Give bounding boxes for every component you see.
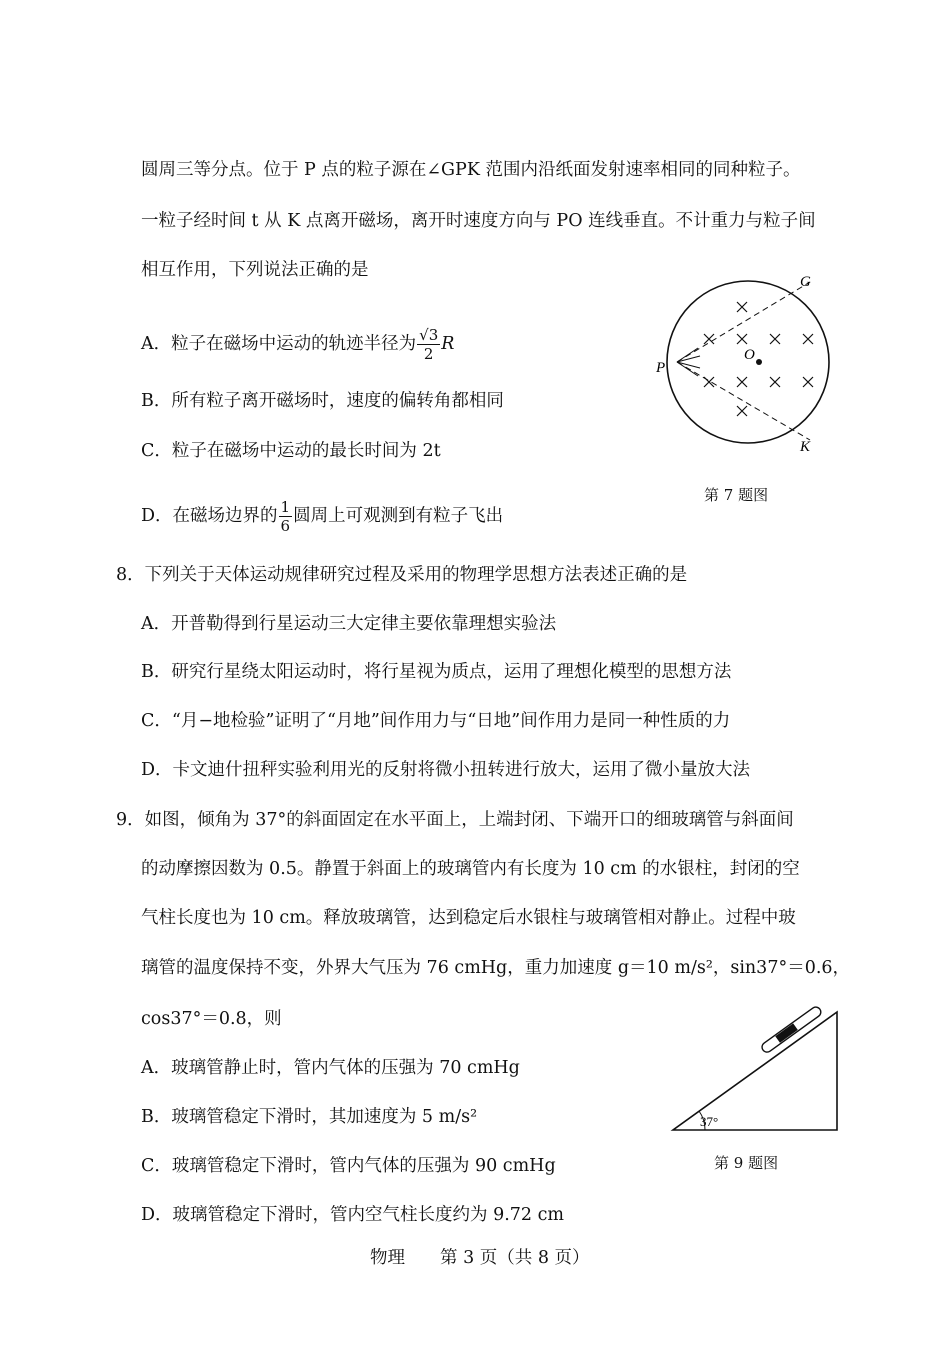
q7-option-d bbox=[141, 498, 503, 535]
q9-option-b: B．玻璃管稳定下滑时，其加速度为 5 m/s² bbox=[141, 1107, 478, 1127]
particle-emission-arrows bbox=[677, 348, 700, 376]
q9-option-d: D．玻璃管稳定下滑时，管内空气柱长度约为 9.72 cm bbox=[141, 1205, 565, 1225]
q9-option-a: A．玻璃管静止时，管内气体的压强为 70 cmHg bbox=[141, 1058, 520, 1078]
q9-stem-line-4: 璃管的温度保持不变，外界大气压为 76 cmHg，重力加速度 g＝10 m/s²，sin37°＝0.6， bbox=[141, 958, 851, 978]
q8-option-c: C．“月−地检验”证明了“月地”间作用力与“日地”间作用力是同一种性质的力 bbox=[141, 711, 731, 731]
q7-option-a-radius-symbol: R bbox=[441, 334, 455, 354]
q7-stem-line-2: 一粒子经时间 t 从 K 点离开磁场，离开时速度方向与 PO 连线垂直。不计重力与粒子间 bbox=[141, 211, 816, 231]
q9-stem-line-3: 气柱长度也为 10 cm。释放玻璃管，达到稳定后水银柱与玻璃管相对静止。过程中玻 bbox=[141, 908, 796, 928]
q9-option-c: C．玻璃管稳定下滑时，管内气体的压强为 90 cmHg bbox=[141, 1156, 556, 1176]
q7-option-b: B．所有粒子离开磁场时，速度的偏转角都相同 bbox=[141, 391, 504, 411]
q7-magnetic-field-figure bbox=[650, 268, 850, 458]
q7-option-d-fraction bbox=[279, 498, 293, 535]
q7-option-a-denominator: 2 bbox=[423, 345, 434, 363]
q7-option-d-denominator: 6 bbox=[280, 517, 291, 535]
incline-triangle bbox=[673, 1012, 837, 1130]
magnetic-field-cross-marks bbox=[704, 302, 813, 416]
q9-stem-line-1: 9．如图，倾角为 37°的斜面固定在水平面上，上端封闭、下端开口的细玻璃管与斜面间 bbox=[116, 810, 794, 830]
label-o: O bbox=[744, 347, 755, 363]
q8-option-b: B．研究行星绕太阳运动时，将行星视为质点，运用了理想化模型的思想方法 bbox=[141, 662, 732, 682]
q7-stem-line-1: 圆周三等分点。位于 P 点的粒子源在∠GPK 范围内沿纸面发射速率相同的同种粒子。 bbox=[141, 160, 801, 180]
angle-label: 37° bbox=[700, 1114, 719, 1129]
footer-subject: 物理 bbox=[370, 1248, 405, 1268]
q7-option-d-numerator: 1 bbox=[280, 498, 291, 516]
q9-stem-line-2: 的动摩擦因数为 0.5。静置于斜面上的玻璃管内有长度为 10 cm 的水银柱，封闭的空 bbox=[141, 859, 800, 879]
q8-stem: 8．下列关于天体运动规律研究过程及采用的物理学思想方法表述正确的是 bbox=[116, 565, 688, 585]
label-k: K bbox=[800, 439, 811, 455]
q7-option-d-text-end: 圆周上可观测到有粒子飞出 bbox=[293, 506, 504, 526]
center-point-o bbox=[756, 359, 762, 365]
q7-figure-caption: 第 7 题图 bbox=[704, 486, 769, 504]
q7-option-a bbox=[141, 326, 454, 363]
q7-stem-line-3: 相互作用，下列说法正确的是 bbox=[141, 260, 369, 280]
label-p: P bbox=[656, 360, 666, 376]
q9-stem-line-5: cos37°＝0.8，则 bbox=[141, 1009, 282, 1029]
q7-option-a-text: A．粒子在磁场中运动的轨迹半径为 bbox=[141, 334, 417, 354]
q9-figure-caption: 第 9 题图 bbox=[714, 1154, 779, 1172]
label-g: G bbox=[800, 274, 811, 290]
footer-page-number: 第 3 页（共 8 页） bbox=[440, 1248, 590, 1268]
q7-option-d-text: D．在磁场边界的 bbox=[141, 506, 278, 526]
q7-option-a-numerator: √3 bbox=[419, 326, 439, 344]
q7-option-a-fraction bbox=[417, 326, 440, 363]
dashed-line-pk bbox=[677, 362, 810, 440]
q8-option-d: D．卡文迪什扭秤实验利用光的反射将微小扭转进行放大，运用了微小量放大法 bbox=[141, 760, 751, 780]
q9-incline-figure bbox=[665, 1002, 845, 1142]
q8-option-a: A．开普勒得到行星运动三大定律主要依靠理想实验法 bbox=[141, 614, 557, 634]
q7-option-c: C．粒子在磁场中运动的最长时间为 2t bbox=[141, 441, 441, 461]
